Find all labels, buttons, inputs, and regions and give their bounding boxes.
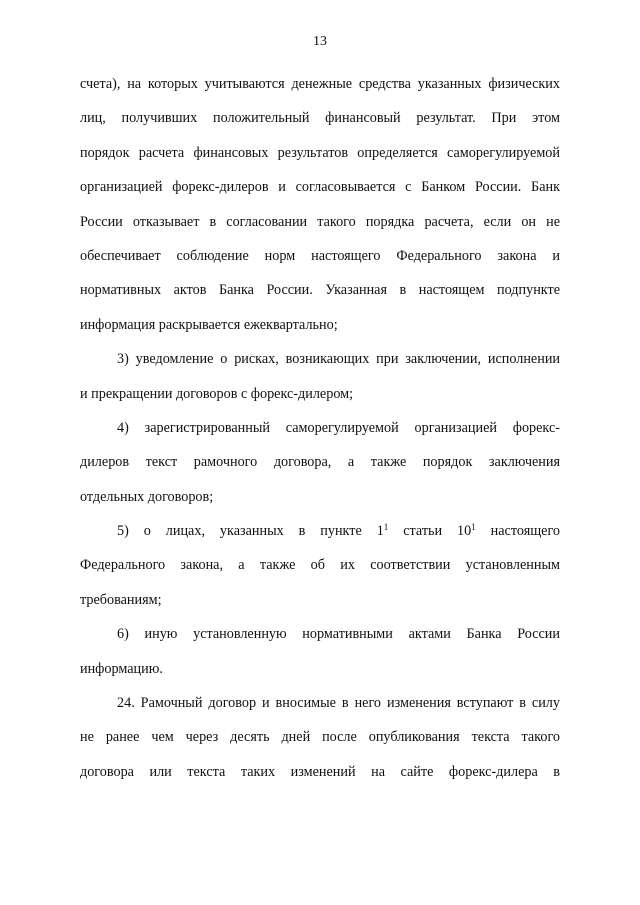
text-line: нормативных актов Банка России. Указанная в настоящем подпункте	[80, 282, 560, 299]
text-line: Федерального закона, а также об их соответствии установленным	[80, 557, 560, 574]
list-item-5	[80, 514, 560, 548]
item5-superscript-a: 1	[383, 522, 389, 533]
item5-superscript-b: 1	[471, 522, 476, 533]
list-item-4: 4) зарегистрированный саморегулируемой организацией форекс-	[117, 419, 560, 436]
text-line: организацией форекс-дилеров и согласовывается с Банком России. Банк	[80, 179, 560, 196]
text-line: требованиям;	[80, 591, 162, 608]
list-item-3: 3) уведомление о рисках, возникающих при заключении, исполнении	[117, 351, 560, 368]
item5-text-b: статьи 10	[388, 523, 472, 540]
item5-text-a: 5) о лицах, указанных в пункте 1	[117, 523, 384, 540]
text-line: договора или текста таких изменений на сайте форекс-дилера в	[80, 763, 560, 780]
text-line: дилеров текст рамочного договора, а также порядок заключения	[80, 454, 560, 471]
text-line: информацию.	[80, 660, 163, 677]
paragraph-24: 24. Рамочный договор и вносимые в него изменения вступают в силу	[117, 695, 560, 712]
document-body	[80, 67, 560, 789]
text-line: не ранее чем через десять дней после опубликования текста такого	[80, 729, 560, 746]
item5-text-c: настоящего	[475, 523, 560, 540]
text-line: России отказывает в согласовании такого порядка расчета, если он не	[80, 213, 560, 230]
text-line: обеспечивает соблюдение норм настоящего Федерального закона и	[80, 247, 560, 264]
list-item-6: 6) иную установленную нормативными актами Банка России	[117, 626, 560, 643]
text-line: лиц, получивших положительный финансовый результат. При этом	[80, 110, 560, 127]
text-line: и прекращении договоров с форекс-дилером;	[80, 385, 354, 402]
text-line: счета), на которых учитываются денежные средства указанных физических	[80, 76, 560, 92]
text-line: порядок расчета финансовых результатов определяется саморегулируемой	[80, 144, 560, 161]
page-number: 13	[313, 34, 327, 49]
text-line: информация раскрывается ежеквартально;	[80, 316, 338, 333]
text-line: отдельных договоров;	[80, 488, 214, 505]
